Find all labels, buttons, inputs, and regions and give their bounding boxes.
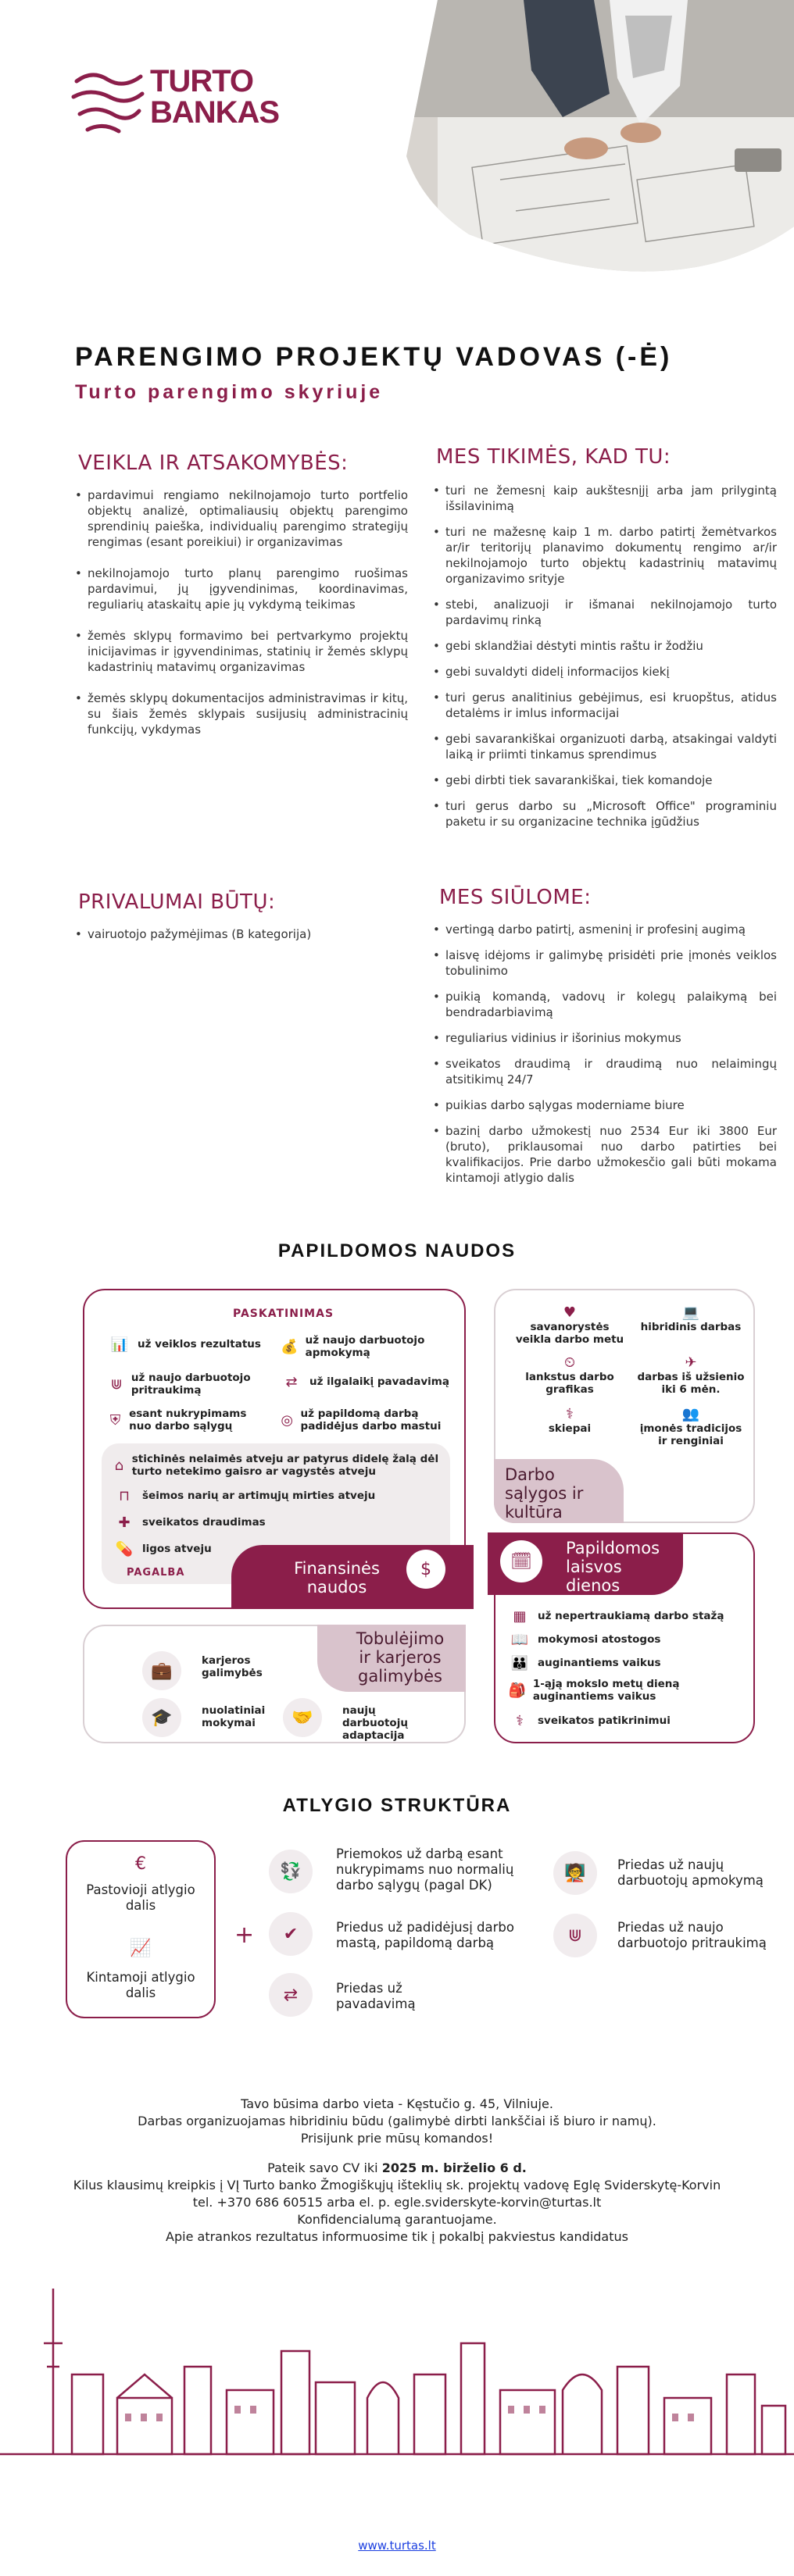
list-item: • vairuotojo pažymėjimas (B kategorija) bbox=[75, 926, 408, 942]
list-item: • turi ne mažesnę kaip 1 m. darbo patirtį žemėtvarkos ar/ir teritorijų planavimo dokumentų rengimo ar/ir nekilnojamojo turto objektų kadastrinių matavimų organizavimo srityje bbox=[433, 524, 777, 587]
support-item: sveikatos draudimas bbox=[142, 1516, 266, 1529]
free-day-item: 1-ąją mokslo metų dieną auginantiems vaikus bbox=[532, 1678, 680, 1703]
list-item: • vertingą darbo patirtį, asmeninį ir profesinį augimą bbox=[433, 922, 777, 937]
condition-item: lankstus darbo grafikas bbox=[525, 1371, 614, 1396]
list-item: • gebi dirbti tiek savarankiškai, tiek komandoje bbox=[433, 772, 777, 788]
free-day-item: auginantiems vaikus bbox=[538, 1657, 661, 1669]
support-title: PAGALBA bbox=[127, 1567, 185, 1579]
growth-item: nuolatiniai mokymai bbox=[202, 1704, 266, 1729]
people-icon: 👥 bbox=[681, 1406, 700, 1422]
growth-tag bbox=[317, 1625, 466, 1692]
list-item: • bazinį darbo užmokestį nuo 2534 Eur iki 3800 Eur (bruto), priklausomai nuo darbo patirties bei kvalifikacijos. Prie darbo užmokesčio gali būti mokama kintamoji atlygio dalis bbox=[433, 1123, 777, 1186]
footer-line: Apie atrankos rezultatus informuosime tik į pokalbį pakviestus kandidatus bbox=[166, 2229, 628, 2244]
list-item: • nekilnojamojo turto planų parengimo ruošimas pardavimui, jų įgyvendinimas, koordinavimas, reguliarių ataskaitų apie jų vykdymą teikimas bbox=[75, 566, 408, 612]
list-item: • puikią komandą, vadovų ir kolegų palaikymą bei bendradarbiavimą bbox=[433, 989, 777, 1020]
support-item: ligos atveju bbox=[142, 1543, 212, 1555]
list-item: • gebi suvaldyti didelį informacijos kiekį bbox=[433, 664, 777, 680]
must-have-list bbox=[75, 926, 408, 958]
footer-line: Darbas organizuojamas hibridiniu būdu (galimybė dirbti lankščiai iš biuro ir namų). bbox=[138, 2114, 656, 2128]
hand-heart-icon: ♥ bbox=[563, 1304, 577, 1321]
footer-line: Tavo būsima darbo vieta - Kęstučio g. 45, Vilniuje. bbox=[241, 2096, 553, 2111]
coins-icon: 💰 bbox=[281, 1338, 299, 1355]
teacher-icon: 🧑‍🏫 bbox=[553, 1851, 597, 1895]
book-icon: 📖 bbox=[510, 1631, 529, 1648]
condition-item: savanorystės veikla darbo metu bbox=[515, 1321, 624, 1346]
list-item: • turi gerus analitinius gebėjimus, esi kruopštus, atidus detalėms ir imlus informacijai bbox=[433, 690, 777, 721]
list-item: • laisvę idėjoms ir galimybę prisidėti prie įmonės veiklos tobulinimo bbox=[433, 947, 777, 979]
stethoscope-icon: ⚕ bbox=[516, 1712, 524, 1729]
offer-list bbox=[433, 922, 777, 1196]
duties-heading: VEIKLA IR ATSAKOMYBĖS: bbox=[78, 451, 349, 475]
list-item: • žemės sklypų dokumentacijos administravimas ir kitų, su šiais žemės sklypais susijusių administracinių funkcijų, vykdymas bbox=[75, 690, 408, 737]
growth-item: naujų darbuotojų adaptacija bbox=[342, 1704, 408, 1742]
calendar-icon: ▦ bbox=[513, 1607, 527, 1625]
deadline-line bbox=[0, 2160, 794, 2176]
plus-sign: + bbox=[234, 1921, 255, 1949]
graduation-cap-icon: 🎓 bbox=[142, 1698, 181, 1737]
deadline-prefix: Pateik savo CV iki bbox=[267, 2160, 382, 2175]
free-day-item: už nepertraukiamą darbo stažą bbox=[538, 1610, 724, 1622]
money-bag-icon: $ bbox=[406, 1550, 445, 1589]
support-item: stichinės nelaimės atveju ar patyrus didelę žalą dėl turto netekimo gaisro ar vagystės atveju bbox=[131, 1453, 439, 1478]
free-day-item: sveikatos patikrinimui bbox=[538, 1714, 671, 1727]
conditions-tag-label: Darbo sąlygos ir kultūra bbox=[505, 1465, 584, 1522]
salary-heading: ATLYGIO STRUKTŪRA bbox=[282, 1795, 512, 1816]
deadline-date: 2025 m. birželio 6 d. bbox=[381, 2160, 527, 2175]
incentive-item: už naujo darbuotojo pritraukimą bbox=[131, 1372, 251, 1397]
incentive-item: už ilgalaikį pavadavimą bbox=[309, 1375, 449, 1388]
magnet-icon: ⋓ bbox=[110, 1375, 123, 1393]
footer-line: Kilus klausimų kreipkis į VĮ Turto banko Žmogiškųjų išteklių sk. projektų vadovę Eglę Sviderskytę-Korvin bbox=[73, 2178, 721, 2192]
check-badge-icon: ✔ bbox=[269, 1912, 313, 1956]
incentive-item: esant nukrypimams nuo darbo sąlygų bbox=[129, 1408, 247, 1432]
magnet-icon: ⋓ bbox=[553, 1914, 597, 1957]
free-days-tag-label: Papildomos laisvos dienos bbox=[566, 1539, 660, 1595]
offer-heading: MES SIŪLOME: bbox=[439, 886, 592, 909]
tombstone-icon: ⊓ bbox=[118, 1487, 131, 1504]
coin-hand-icon: 💱 bbox=[269, 1850, 313, 1893]
list-item: • pardavimui rengiamo nekilnojamojo turto portfelio objektų analizė, optimaliausių objektų parengimo sprendinių paieška, individualių parengimo strategijų rengimas (esant poreikiui) ir organizavimas bbox=[75, 487, 408, 550]
footer-line: Prisijunk prie mūsų komandos! bbox=[300, 2131, 494, 2146]
fixed-part: Pastovioji atlygio dalis bbox=[86, 1882, 195, 1913]
condition-item: darbas iš užsienio iki 6 mėn. bbox=[637, 1371, 745, 1396]
salary-parts-card bbox=[66, 1840, 216, 2018]
chart-icon: 📊 bbox=[110, 1336, 129, 1353]
header-photo bbox=[406, 0, 794, 289]
salary-item: Priedas už pavadavimą bbox=[336, 1981, 416, 2011]
conditions-tag bbox=[494, 1459, 624, 1523]
job-subtitle: Turto parengimo skyriuje bbox=[75, 381, 384, 403]
plane-icon: ✈ bbox=[685, 1354, 697, 1371]
backpack-icon: 🎒 bbox=[508, 1682, 527, 1699]
list-item: • turi ne žemesnį kaip aukštesnįjį arba jam prilygintą išsilavinimą bbox=[433, 483, 777, 514]
city-skyline-illustration bbox=[0, 2281, 794, 2460]
financial-tag-label: Finansinės naudos bbox=[294, 1559, 380, 1597]
health-shield-icon: ✚ bbox=[118, 1514, 131, 1531]
job-title: PARENGIMO PROJEKTŲ VADOVAS (-Ė) bbox=[75, 342, 673, 372]
list-item: • puikias darbo sąlygas moderniame biure bbox=[433, 1097, 777, 1113]
handshake-icon: 🤝 bbox=[283, 1698, 322, 1737]
incentive-item: už veiklos rezultatus bbox=[138, 1338, 261, 1350]
shield-money-icon: ⛨ bbox=[109, 1411, 121, 1429]
target-icon: ◎ bbox=[281, 1411, 294, 1429]
salary-item: Priedas už naujų darbuotojų apmokymą bbox=[617, 1857, 764, 1888]
condition-item: hibridinis darbas bbox=[640, 1321, 742, 1333]
incentives-title: PASKATINIMAS bbox=[233, 1308, 334, 1320]
list-item: • žemės sklypų formavimo bei pertvarkymo projektų inicijavimas ir įgyvendinimas, statinių ir žemės sklypų kadastrinių matavimų organizavimas bbox=[75, 628, 408, 675]
logo-line-2: BANKAS bbox=[150, 95, 280, 130]
pill-icon: 💊 bbox=[115, 1540, 134, 1557]
list-item: • sveikatos draudimą ir draudimą nuo nelaimingų atsitikimų 24/7 bbox=[433, 1056, 777, 1087]
laptop-icon: 💻 bbox=[681, 1304, 700, 1321]
free-day-item: mokymosi atostogos bbox=[538, 1633, 661, 1646]
syringe-icon: ⚕ bbox=[566, 1406, 574, 1422]
list-item: • gebi sklandžiai dėstyti mintis raštu ir žodžiu bbox=[433, 638, 777, 654]
growth-chart-icon: 📈 bbox=[130, 1939, 152, 1958]
growth-item: karjeros galimybės bbox=[202, 1654, 263, 1679]
condition-item: įmonės tradicijos ir renginiai bbox=[639, 1422, 742, 1447]
list-item: • reguliarius vidinius ir išorinius mokymus bbox=[433, 1030, 777, 1046]
variable-part: Kintamoji atlygio dalis bbox=[86, 1970, 195, 2000]
list-item: • stebi, analizuoji ir išmanai nekilnojamojo turto pardavimų rinką bbox=[433, 597, 777, 628]
people-swap-icon: ⇄ bbox=[269, 1973, 313, 2017]
house-fire-icon: ⌂ bbox=[114, 1457, 124, 1474]
must-have-heading: PRIVALUMAI BŪTŲ: bbox=[78, 890, 276, 914]
euro-icon: € bbox=[135, 1854, 146, 1874]
calendar-clock-icon: 🗓 bbox=[500, 1540, 542, 1582]
salary-item: Priemokos už darbą esant nukrypimams nuo normalių darbo sąlygų (pagal DK) bbox=[336, 1846, 514, 1893]
salary-item: Priedas už naujo darbuotojo pritraukimą bbox=[617, 1920, 767, 1950]
footer-line: Konfidencialumą garantuojame. bbox=[297, 2212, 497, 2227]
clock-icon: ⏲ bbox=[563, 1354, 576, 1371]
incentive-item: už naujo darbuotojo apmokymą bbox=[305, 1334, 425, 1359]
family-icon: 👪 bbox=[510, 1654, 529, 1672]
expectations-heading: MES TIKIMĖS, KAD TU: bbox=[436, 445, 671, 469]
growth-tag-label: Tobulėjimo ir karjeros galimybės bbox=[356, 1629, 445, 1686]
website-link[interactable]: www.turtas.lt bbox=[358, 2539, 436, 2553]
condition-item: skiepai bbox=[548, 1422, 592, 1435]
swap-icon: ⇄ bbox=[285, 1373, 298, 1390]
incentive-item: už papildomą darbą padidėjus darbo mastui bbox=[300, 1408, 442, 1432]
footer-line: tel. +370 686 60515 arba el. p. egle.sviderskyte-korvin@turtas.lt bbox=[192, 2195, 602, 2210]
duties-list bbox=[75, 487, 408, 753]
list-item: • turi gerus darbo su „Microsoft Office" programiniu paketu ir su organizacine technika įgūdžius bbox=[433, 798, 777, 830]
support-item: šeimos narių ar artimųjų mirties atveju bbox=[142, 1490, 376, 1502]
expectations-list bbox=[433, 483, 777, 840]
list-item: • gebi savarankiškai organizuoti darbą, atsakingai valdyti laiką ir priimti tinkamus sprendimus bbox=[433, 731, 777, 762]
benefits-heading: PAPILDOMOS NAUDOS bbox=[277, 1240, 517, 1261]
briefcase-icon: 💼 bbox=[142, 1651, 181, 1690]
logo-line-1: TURTO bbox=[150, 64, 254, 98]
salary-item: Priedus už padidėjusį darbo mastą, papildomą darbą bbox=[336, 1920, 514, 1950]
lion-emblem-icon bbox=[69, 66, 147, 141]
brand-logo bbox=[69, 62, 280, 148]
